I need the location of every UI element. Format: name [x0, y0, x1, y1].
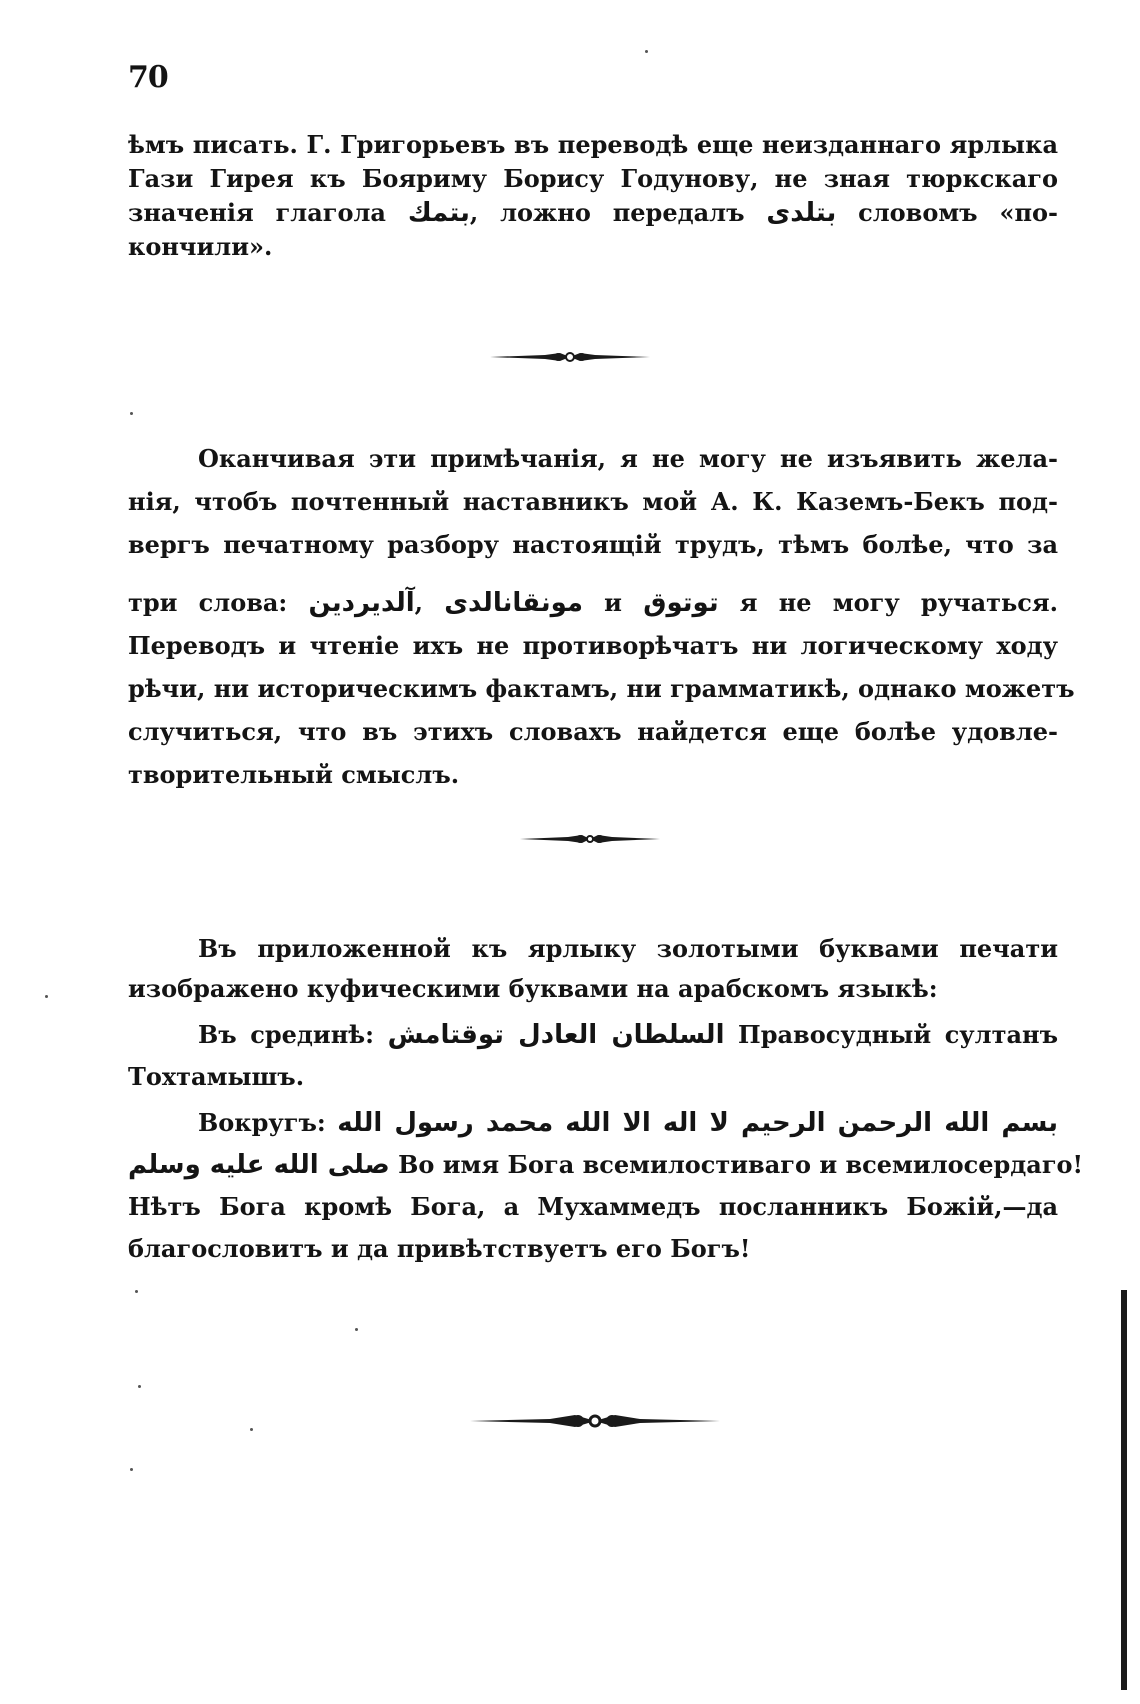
- scan-speck: [130, 1468, 133, 1471]
- text-line: ѣмъ писать. Г. Григорьевъ въ переводѣ еще неизданнаго ярлыка: [128, 130, 1058, 159]
- text-line: Тохтамышъ.: [128, 1062, 305, 1091]
- arabic-phrase: صلى الله عليه وسلم: [128, 1150, 390, 1180]
- scan-speck: [135, 1290, 138, 1293]
- text-line: Оканчивая эти примѣчанія, я не могу не изъявить жела-: [198, 444, 1058, 473]
- scan-speck: [45, 995, 48, 998]
- text-line: Нѣтъ Бога кромѣ Бога, а Мухаммедъ посланникъ Божій,—да: [128, 1192, 1058, 1221]
- text-line: Въ срединѣ: السلطان العادل توقتامش Правосудный султанъ: [198, 1020, 1058, 1050]
- paragraph-closing-remarks: [128, 442, 1075, 792]
- arabic-phrase: بسم الله الرحمن الرحيم لا اله الا الله محمد رسول الله: [337, 1108, 1058, 1138]
- text-line: случиться, что въ этихъ словахъ найдется еще болѣе удовле-: [128, 717, 1058, 746]
- arabic-word: بتلدى: [766, 198, 837, 228]
- scan-speck: [130, 412, 133, 415]
- text-line: три слова: آلديردين, مونقانالدى и توتوق я не могу ручаться.: [128, 588, 1059, 618]
- paragraph-grigoriev: [128, 128, 1058, 264]
- text-line: рѣчи, ни историческимъ фактамъ, ни грамматикѣ, однако можетъ: [128, 674, 1075, 703]
- page-edge-shadow: [1121, 1290, 1127, 1690]
- text-line: Вокругъ: بسم الله الرحمن الرحيم لا اله الا الله محمد رسول الله: [198, 1108, 1058, 1138]
- text-line: благословитъ и да привѣтствуетъ его Богъ!: [128, 1234, 751, 1263]
- scan-speck: [250, 1428, 253, 1431]
- text-line: творительный смыслъ.: [128, 760, 460, 789]
- text-line: нія, чтобъ почтенный наставникъ мой А. К. Каземъ-Бекъ под-: [128, 487, 1058, 516]
- ornament-divider: [490, 350, 650, 364]
- ornament-divider: [520, 832, 660, 846]
- text-line: кончили».: [128, 232, 273, 261]
- arabic-word: بتمك: [407, 198, 470, 228]
- scan-speck: [355, 1328, 358, 1331]
- text-line: Гази Гирея къ Бояриму Борису Годунову, не зная тюркскаго: [128, 164, 1058, 193]
- scan-speck: [645, 50, 648, 53]
- paragraph-seal-intro: [128, 932, 1058, 1006]
- paragraph-seal-center: [128, 1018, 1058, 1094]
- text-line: вергъ печатному разбору настоящій трудъ, тѣмъ болѣе, что за: [128, 530, 1058, 559]
- arabic-word: توتوق: [643, 588, 719, 618]
- paragraph-seal-border: [128, 1106, 1084, 1266]
- text-line: Въ приложенной къ ярлыку золотыми буквами печати: [198, 934, 1058, 963]
- text-line: значенія глагола بتمك, ложно передалъ بتلدى словомъ «по-: [128, 198, 1059, 228]
- page-number: 70: [128, 60, 168, 95]
- text-line: Переводъ и чтеніе ихъ не противорѣчатъ ни логическому ходу: [128, 631, 1058, 660]
- arabic-phrase: السلطان العادل توقتامش: [387, 1020, 725, 1050]
- scan-speck: [138, 1385, 141, 1388]
- text-line: صلى الله عليه وسلم Во имя Бога всемилостиваго и всемилосердаго!: [128, 1150, 1084, 1180]
- ornament-divider: [470, 1412, 720, 1430]
- text-line: изображено куфическими буквами на арабскомъ языкѣ:: [128, 974, 938, 1003]
- arabic-word: آلديردين: [308, 588, 415, 618]
- arabic-word: مونقانالدى: [444, 588, 583, 618]
